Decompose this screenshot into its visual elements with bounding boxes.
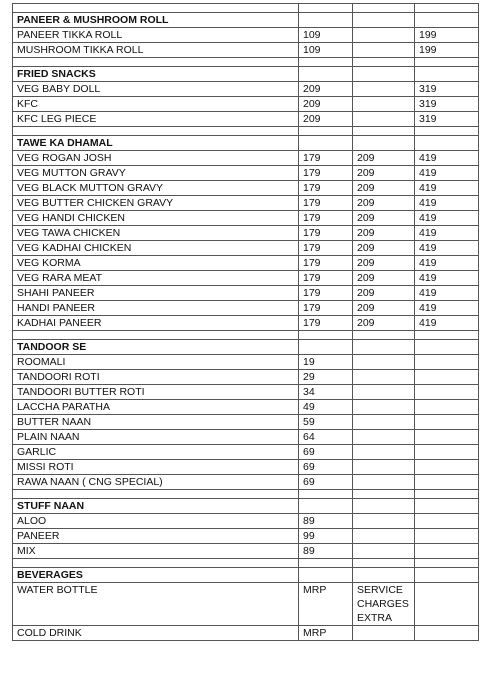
spacer-row [13, 58, 479, 67]
spacer-row [13, 4, 479, 13]
menu-item-row [13, 286, 479, 301]
price-1: 89 [299, 514, 353, 529]
price-2: 209 [353, 271, 415, 286]
price-2 [353, 82, 415, 97]
price-1: 64 [299, 430, 353, 445]
empty-cell [299, 67, 353, 82]
price-2 [353, 415, 415, 430]
price-3 [415, 370, 479, 385]
empty-cell [353, 67, 415, 82]
price-3 [415, 445, 479, 460]
menu-item-row [13, 529, 479, 544]
price-3: 419 [415, 211, 479, 226]
price-2 [353, 430, 415, 445]
menu-item-row [13, 43, 479, 58]
price-2: 209 [353, 196, 415, 211]
item-name: PANEER TIKKA ROLL [13, 28, 299, 43]
price-1: 99 [299, 529, 353, 544]
menu-item-row [13, 82, 479, 97]
item-name: RAWA NAAN ( CNG SPECIAL) [13, 475, 299, 490]
price-1: 49 [299, 400, 353, 415]
spacer-cell [299, 559, 353, 568]
item-name: VEG HANDI CHICKEN [13, 211, 299, 226]
empty-cell [353, 340, 415, 355]
price-2 [353, 400, 415, 415]
spacer-cell [353, 58, 415, 67]
price-3 [415, 544, 479, 559]
empty-cell [299, 13, 353, 28]
price-1: 179 [299, 241, 353, 256]
spacer-cell [13, 127, 299, 136]
section-title: BEVERAGES [13, 568, 299, 583]
menu-item-row [13, 475, 479, 490]
menu-item-row [13, 544, 479, 559]
price-2 [353, 28, 415, 43]
empty-cell [353, 136, 415, 151]
price-3: 199 [415, 43, 479, 58]
menu-item-row [13, 430, 479, 445]
empty-cell [415, 67, 479, 82]
section-title: FRIED SNACKS [13, 67, 299, 82]
item-name: VEG BLACK MUTTON GRAVY [13, 181, 299, 196]
spacer-cell [353, 559, 415, 568]
item-name: KADHAI PANEER [13, 316, 299, 331]
empty-cell [299, 136, 353, 151]
spacer-cell [415, 4, 479, 13]
spacer-cell [353, 127, 415, 136]
price-2 [353, 514, 415, 529]
spacer-cell [415, 490, 479, 499]
item-name: KFC [13, 97, 299, 112]
menu-item-row [13, 583, 479, 626]
spacer-cell [299, 331, 353, 340]
item-name: MISSI ROTI [13, 460, 299, 475]
spacer-cell [415, 559, 479, 568]
menu-item-row [13, 370, 479, 385]
spacer-cell [299, 490, 353, 499]
menu-item-row [13, 385, 479, 400]
section-header-row [13, 340, 479, 355]
price-1: 69 [299, 445, 353, 460]
item-name: HANDI PANEER [13, 301, 299, 316]
price-1: 19 [299, 355, 353, 370]
empty-cell [415, 568, 479, 583]
price-1: 69 [299, 460, 353, 475]
price-2: 209 [353, 151, 415, 166]
menu-item-row [13, 28, 479, 43]
section-header-row [13, 67, 479, 82]
spacer-cell [13, 559, 299, 568]
item-name: VEG TAWA CHICKEN [13, 226, 299, 241]
section-header-row [13, 13, 479, 28]
section-header-row [13, 568, 479, 583]
price-3: 419 [415, 301, 479, 316]
menu-item-row [13, 211, 479, 226]
menu-item-row [13, 196, 479, 211]
price-1: 89 [299, 544, 353, 559]
item-name: LACCHA PARATHA [13, 400, 299, 415]
price-1: 69 [299, 475, 353, 490]
menu-table-body [13, 4, 479, 641]
menu-table [12, 3, 479, 641]
price-3: 319 [415, 112, 479, 127]
price-3: 319 [415, 97, 479, 112]
price-3: 419 [415, 166, 479, 181]
empty-cell [299, 499, 353, 514]
price-1: 29 [299, 370, 353, 385]
section-header-row [13, 136, 479, 151]
price-3: 419 [415, 241, 479, 256]
spacer-cell [353, 4, 415, 13]
price-1: 179 [299, 301, 353, 316]
price-1: 109 [299, 43, 353, 58]
empty-cell [415, 340, 479, 355]
price-1: 179 [299, 316, 353, 331]
spacer-cell [353, 490, 415, 499]
menu-item-row [13, 256, 479, 271]
menu-item-row [13, 166, 479, 181]
price-3 [415, 400, 479, 415]
item-name: VEG KORMA [13, 256, 299, 271]
price-2: 209 [353, 301, 415, 316]
spacer-cell [415, 58, 479, 67]
item-name: VEG BUTTER CHICKEN GRAVY [13, 196, 299, 211]
price-2 [353, 385, 415, 400]
price-3 [415, 626, 479, 641]
spacer-row [13, 127, 479, 136]
item-name: GARLIC [13, 445, 299, 460]
menu-item-row [13, 514, 479, 529]
price-1: 179 [299, 226, 353, 241]
item-name: TANDOORI BUTTER ROTI [13, 385, 299, 400]
item-name: VEG RARA MEAT [13, 271, 299, 286]
empty-cell [299, 568, 353, 583]
item-name: ALOO [13, 514, 299, 529]
section-header-row [13, 499, 479, 514]
price-2: 209 [353, 256, 415, 271]
price-3: 419 [415, 271, 479, 286]
price-3 [415, 529, 479, 544]
section-title: PANEER & MUSHROOM ROLL [13, 13, 299, 28]
price-2: 209 [353, 166, 415, 181]
item-name: VEG KADHAI CHICKEN [13, 241, 299, 256]
menu-item-row [13, 271, 479, 286]
price-2 [353, 97, 415, 112]
spacer-row [13, 331, 479, 340]
price-3 [415, 514, 479, 529]
menu-item-row [13, 181, 479, 196]
section-title: TANDOOR SE [13, 340, 299, 355]
price-3: 419 [415, 196, 479, 211]
price-1: 179 [299, 256, 353, 271]
price-3: 419 [415, 226, 479, 241]
price-1: 209 [299, 112, 353, 127]
item-name: TANDOORI ROTI [13, 370, 299, 385]
price-1: MRP [299, 583, 353, 626]
item-name: SHAHI PANEER [13, 286, 299, 301]
price-3: 419 [415, 181, 479, 196]
menu-item-row [13, 112, 479, 127]
price-1: 209 [299, 97, 353, 112]
price-3: 419 [415, 286, 479, 301]
price-2: 209 [353, 226, 415, 241]
price-2: 209 [353, 181, 415, 196]
menu-item-row [13, 301, 479, 316]
price-2 [353, 460, 415, 475]
price-3 [415, 460, 479, 475]
menu-item-row [13, 97, 479, 112]
spacer-cell [13, 490, 299, 499]
price-3 [415, 430, 479, 445]
price-3 [415, 385, 479, 400]
price-1: 179 [299, 166, 353, 181]
menu-item-row [13, 415, 479, 430]
menu-item-row [13, 316, 479, 331]
price-3 [415, 475, 479, 490]
item-name: KFC LEG PIECE [13, 112, 299, 127]
empty-cell [299, 340, 353, 355]
price-2 [353, 626, 415, 641]
menu-item-row [13, 241, 479, 256]
menu-item-row [13, 355, 479, 370]
price-3: 419 [415, 316, 479, 331]
price-1: MRP [299, 626, 353, 641]
price-1: 179 [299, 286, 353, 301]
price-3: 419 [415, 151, 479, 166]
item-name: PANEER [13, 529, 299, 544]
price-2: 209 [353, 286, 415, 301]
item-name: VEG MUTTON GRAVY [13, 166, 299, 181]
price-3: 319 [415, 82, 479, 97]
item-name: WATER BOTTLE [13, 583, 299, 626]
spacer-cell [353, 331, 415, 340]
price-2 [353, 43, 415, 58]
menu-item-row [13, 151, 479, 166]
price-1: 109 [299, 28, 353, 43]
spacer-cell [13, 58, 299, 67]
item-name: MUSHROOM TIKKA ROLL [13, 43, 299, 58]
price-2: 209 [353, 316, 415, 331]
price-2 [353, 475, 415, 490]
spacer-cell [415, 127, 479, 136]
item-name: BUTTER NAAN [13, 415, 299, 430]
spacer-cell [299, 127, 353, 136]
price-2 [353, 112, 415, 127]
item-name: VEG BABY DOLL [13, 82, 299, 97]
item-name: VEG ROGAN JOSH [13, 151, 299, 166]
spacer-cell [299, 58, 353, 67]
price-2: 209 [353, 211, 415, 226]
price-1: 179 [299, 211, 353, 226]
spacer-cell [13, 331, 299, 340]
menu-item-row [13, 626, 479, 641]
price-2 [353, 370, 415, 385]
price-1: 179 [299, 271, 353, 286]
empty-cell [415, 13, 479, 28]
spacer-row [13, 559, 479, 568]
menu-item-row [13, 400, 479, 415]
price-2: SERVICE CHARGES EXTRA [353, 583, 415, 626]
spacer-cell [299, 4, 353, 13]
price-3 [415, 415, 479, 430]
price-3 [415, 583, 479, 626]
price-1: 209 [299, 82, 353, 97]
item-name: ROOMALI [13, 355, 299, 370]
spacer-cell [13, 4, 299, 13]
price-2 [353, 445, 415, 460]
section-title: TAWE KA DHAMAL [13, 136, 299, 151]
empty-cell [415, 136, 479, 151]
price-2 [353, 544, 415, 559]
empty-cell [353, 13, 415, 28]
spacer-cell [415, 331, 479, 340]
section-title: STUFF NAAN [13, 499, 299, 514]
price-1: 179 [299, 196, 353, 211]
menu-item-row [13, 226, 479, 241]
price-1: 59 [299, 415, 353, 430]
empty-cell [353, 568, 415, 583]
empty-cell [415, 499, 479, 514]
price-2 [353, 529, 415, 544]
price-3: 199 [415, 28, 479, 43]
price-3 [415, 355, 479, 370]
spacer-row [13, 490, 479, 499]
price-1: 179 [299, 181, 353, 196]
empty-cell [353, 499, 415, 514]
menu-item-row [13, 460, 479, 475]
item-name: MIX [13, 544, 299, 559]
price-2 [353, 355, 415, 370]
item-name: COLD DRINK [13, 626, 299, 641]
price-3: 419 [415, 256, 479, 271]
price-1: 34 [299, 385, 353, 400]
price-2: 209 [353, 241, 415, 256]
menu-item-row [13, 445, 479, 460]
price-1: 179 [299, 151, 353, 166]
item-name: PLAIN NAAN [13, 430, 299, 445]
